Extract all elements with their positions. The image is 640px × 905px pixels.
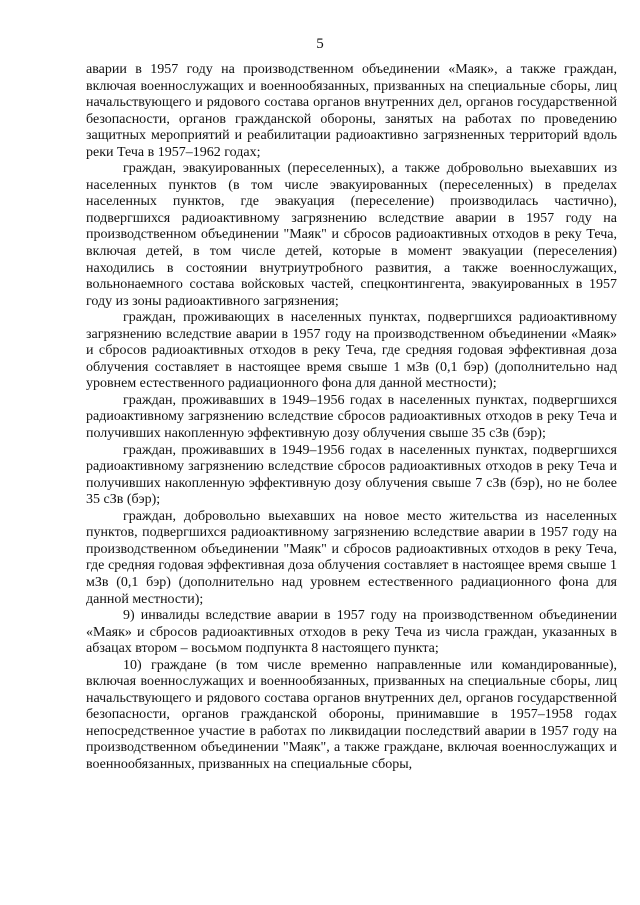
paragraph-item-9: 9) инвалиды вследствие аварии в 1957 году на производственном объединении «Маяк» и сбросов радиоактивных отходов в реку Теча из числа граждан, указанных в абзацах втором – восьмом подпункта 8 настоящего пункта; [86, 608, 617, 657]
paragraph-voluntarily-relocated: граждан, добровольно выехавших на новое место жительства из населенных пунктов, подвергшихся радиоактивному загрязнению вследствие аварии в 1957 году на производственном объединении "Маяк" и сбросов радиоактивных отходов в реку Теча, где средняя годовая эффективная доза облучения составляет в настоящее время свыше 1 мЗв (0,1 бэр) (дополнительно над уровнем естественного радиационного фона для данной местности); [86, 508, 617, 607]
paragraph-dose-over-35: граждан, проживавших в 1949–1956 годах в населенных пунктах, подвергшихся радиоактивному загрязнению вследствие сбросов радиоактивных отходов в реку Теча и получивших накопленную эффективную дозу облучения свыше 35 сЗв (бэр); [86, 392, 617, 442]
page-number: 5 [316, 36, 324, 52]
document-body [86, 62, 617, 774]
paragraph-dose-7-to-35: граждан, проживавших в 1949–1956 годах в населенных пунктах, подвергшихся радиоактивному загрязнению вследствие сбросов радиоактивных отходов в реку Теча и получивших накопленную эффективную дозу облучения свыше 7 сЗв (бэр), но не более 35 сЗв (бэр); [86, 442, 617, 508]
paragraph-continuation: аварии в 1957 году на производственном объединении «Маяк», а также граждан, включая военнослужащих и военнообязанных, призванных на специальные сборы, лиц начальствующего и рядового состава органов внутренних дел, органов государственной безопасности, органов гражданской обороны, занятых на работах по проведению защитных мероприятий и реабилитации радиоактивно загрязненных территорий вдоль реки Теча в 1957–1962 годах; [86, 62, 617, 160]
paragraph-evacuated-citizens: граждан, эвакуированных (переселенных), а также добровольно выехавших из населенных пунктов (в том числе эвакуированных (переселенных) в пределах населенных пунктов, где эвакуация (переселение) производилась частично), подвергшихся радиоактивному загрязнению вследствие аварии в 1957 году на производственном объединении "Маяк" и сбросов радиоактивных отходов в реку Теча, включая детей, в том числе детей, которые в момент эвакуации (переселения) находились в состоянии внутриутробного развития, а также военнослужащих, вольнонаемного состава войсковых частей, спецконтингента, эвакуированных в 1957 году из зоны радиоактивного загрязнения; [86, 161, 617, 309]
paragraph-residing-citizens: граждан, проживающих в населенных пунктах, подвергшихся радиоактивному загрязнению вследствие аварии в 1957 году на производственном объединении «Маяк» и сбросов радиоактивных отходов в реку Теча, где средняя годовая эффективная доза облучения составляет в настоящее время свыше 1 мЗв (0,1 бэр) (дополнительно над уровнем естественного радиационного фона для данной местности); [86, 310, 617, 392]
paragraph-item-10: 10) граждане (в том числе временно направленные или командированные), включая военнослужащих и военнообязанных, призванных на специальные сборы, лиц начальствующего и рядового состава органов внутренних дел, органов государственной безопасности, органов гражданской обороны, принимавшие в 1957–1958 годах непосредственное участие в работах по ликвидации последствий аварии в 1957 году на производственном объединении "Маяк", а также граждане, включая военнослужащих и военнообязанных, призванных на специальные сборы, [86, 657, 617, 772]
